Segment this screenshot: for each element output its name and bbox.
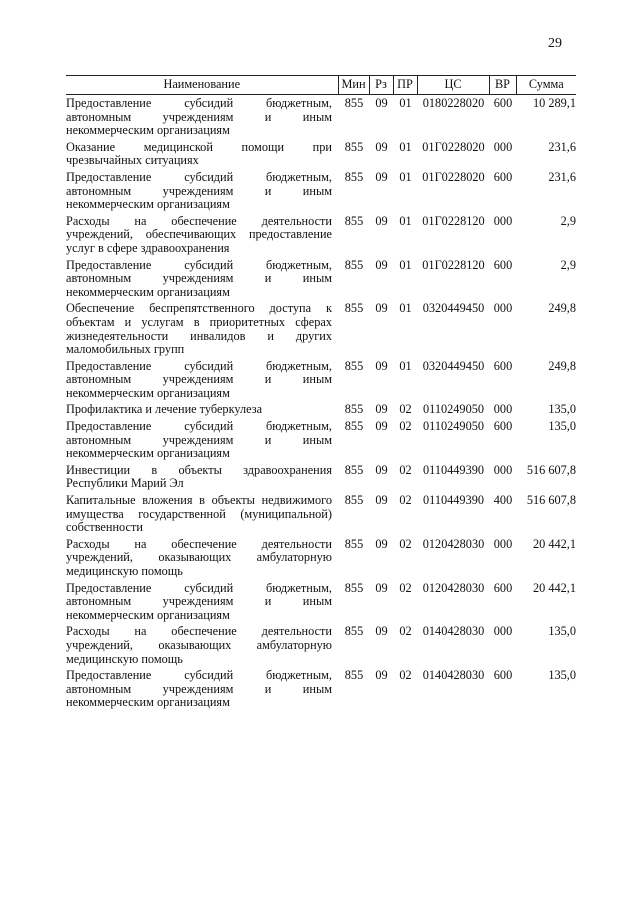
cell-vr: 600: [493, 358, 513, 373]
cell-sum: 249,8: [548, 301, 576, 316]
cell-sum: 20 442,1: [532, 536, 576, 551]
table-row: [66, 492, 576, 536]
table-row: [66, 213, 576, 257]
cell-vr: 000: [493, 402, 513, 417]
cell-vr: 600: [493, 580, 513, 595]
page-number: 29: [548, 36, 562, 51]
cell-pr: 01: [399, 96, 412, 110]
cell-min: 855: [344, 419, 364, 434]
cell-name: Предоставление субсидий бюджетным, автономным учреждениям и иным некоммерческим организациям: [66, 358, 332, 400]
header-vr: ВР: [489, 76, 516, 95]
cell-name: Предоставление субсидий бюджетным, автономным учреждениям и иным некоммерческим организациям: [66, 668, 332, 710]
cell-name: Расходы на обеспечение деятельности учреждений, оказывающих амбулаторную медицинскую помощь: [66, 624, 332, 666]
cell-name: Капитальные вложения в объекты недвижимого имущества государственной (муниципальной) собственности: [66, 493, 332, 535]
cell-rz: 09: [375, 257, 388, 272]
table-row: [66, 358, 576, 402]
header-pr: ПР: [393, 76, 417, 95]
cell-cs: 0110449390: [422, 462, 485, 477]
cell-name: Предоставление субсидий бюджетным, автономным учреждениям и иным некоммерческим организациям: [66, 257, 332, 299]
cell-pr: 02: [399, 493, 412, 508]
cell-rz: 09: [375, 402, 388, 417]
table-row: [66, 257, 576, 301]
table-row: [66, 580, 576, 624]
cell-pr: 01: [399, 257, 412, 272]
cell-name: Предоставление субсидий бюджетным, автономным учреждениям и иным некоммерческим организациям: [66, 419, 332, 461]
cell-name: Обеспечение беспрепятственного доступа к объектам и услугам в приоритетных сферах жизнедеятельности инвалидов и других маломобильных групп: [66, 301, 332, 357]
cell-rz: 09: [375, 213, 388, 228]
cell-rz: 09: [375, 169, 388, 184]
cell-cs: 0110249050: [422, 419, 485, 434]
cell-sum: 231,6: [548, 139, 576, 154]
cell-rz: 09: [375, 462, 388, 477]
table-row: [66, 536, 576, 580]
table-header-row: [66, 76, 576, 95]
cell-sum: 135,0: [548, 419, 576, 434]
cell-sum: 2,9: [560, 257, 576, 272]
cell-sum: 135,0: [548, 668, 576, 683]
cell-pr: 01: [399, 301, 412, 316]
cell-vr: 000: [493, 462, 513, 477]
cell-rz: 09: [375, 96, 388, 110]
cell-min: 855: [344, 462, 364, 477]
cell-min: 855: [344, 493, 364, 508]
cell-min: 855: [344, 96, 364, 110]
cell-sum: 135,0: [548, 624, 576, 639]
cell-sum: 135,0: [548, 402, 576, 417]
cell-vr: 600: [493, 419, 513, 434]
cell-min: 855: [344, 358, 364, 373]
cell-cs: 0180228020: [422, 96, 485, 110]
cell-rz: 09: [375, 624, 388, 639]
cell-name: Инвестиции в объекты здравоохранения Республики Марий Эл: [66, 462, 332, 491]
header-min: Мин: [338, 76, 369, 95]
table-row: [66, 667, 576, 711]
cell-pr: 01: [399, 213, 412, 228]
cell-name: Предоставление субсидий бюджетным, автономным учреждениям и иным некоммерческим организациям: [66, 96, 332, 138]
cell-sum: 231,6: [548, 169, 576, 184]
cell-cs: 01Г0228120: [422, 213, 485, 228]
table-row: [66, 300, 576, 357]
cell-vr: 600: [493, 169, 513, 184]
cell-pr: 02: [399, 462, 412, 477]
cell-name: Предоставление субсидий бюджетным, автономным учреждениям и иным некоммерческим организациям: [66, 580, 332, 622]
cell-rz: 09: [375, 493, 388, 508]
cell-rz: 09: [375, 139, 388, 154]
cell-cs: 0120428030: [422, 536, 485, 551]
cell-min: 855: [344, 213, 364, 228]
cell-pr: 01: [399, 139, 412, 154]
cell-vr: 600: [493, 668, 513, 683]
budget-table: [66, 75, 576, 711]
cell-min: 855: [344, 536, 364, 551]
cell-sum: 516 607,8: [526, 462, 576, 477]
cell-min: 855: [344, 301, 364, 316]
cell-pr: 02: [399, 536, 412, 551]
cell-pr: 02: [399, 419, 412, 434]
cell-name: Профилактика и лечение туберкулеза: [66, 402, 263, 417]
header-rz: Рз: [369, 76, 393, 95]
cell-min: 855: [344, 402, 364, 417]
table-row: [66, 95, 576, 139]
cell-pr: 01: [399, 358, 412, 373]
cell-min: 855: [344, 139, 364, 154]
cell-vr: 000: [493, 536, 513, 551]
cell-name: Предоставление субсидий бюджетным, автономным учреждениям и иным некоммерческим организациям: [66, 169, 332, 212]
cell-sum: 2,9: [560, 213, 576, 228]
cell-vr: 000: [493, 139, 513, 154]
header-cs: ЦС: [417, 76, 489, 95]
cell-name: Расходы на обеспечение деятельности учреждений, обеспечивающих предоставление услуг в сфере здравоохранения: [66, 213, 332, 255]
cell-vr: 000: [493, 301, 513, 316]
header-sum: Сумма: [516, 76, 576, 95]
cell-pr: 02: [399, 668, 412, 683]
cell-sum: 249,8: [548, 358, 576, 373]
cell-sum: 516 607,8: [526, 493, 576, 508]
cell-rz: 09: [375, 419, 388, 434]
cell-pr: 02: [399, 624, 412, 639]
cell-cs: 01Г0228120: [422, 257, 485, 272]
cell-min: 855: [344, 169, 364, 184]
cell-cs: 0140428030: [422, 624, 485, 639]
cell-vr: 000: [493, 213, 513, 228]
cell-min: 855: [344, 624, 364, 639]
cell-name: Оказание медицинской помощи при чрезвычайных ситуациях: [66, 139, 332, 168]
table-row: [66, 418, 576, 462]
cell-cs: 0140428030: [422, 668, 485, 683]
cell-rz: 09: [375, 668, 388, 683]
cell-min: 855: [344, 668, 364, 683]
header-name: Наименование: [66, 76, 338, 95]
table-row: [66, 401, 576, 418]
cell-rz: 09: [375, 536, 388, 551]
cell-vr: 600: [493, 96, 513, 110]
cell-pr: 02: [399, 580, 412, 595]
cell-cs: 0320449450: [422, 301, 485, 316]
cell-cs: 0110449390: [422, 493, 485, 508]
cell-cs: 0120428030: [422, 580, 485, 595]
cell-pr: 02: [399, 402, 412, 417]
cell-sum: 10 289,1: [532, 96, 576, 110]
cell-vr: 600: [493, 257, 513, 272]
cell-vr: 400: [493, 493, 513, 508]
cell-cs: 01Г0228020: [422, 169, 485, 184]
cell-sum: 20 442,1: [532, 580, 576, 595]
cell-cs: 0320449450: [422, 358, 485, 373]
table-row: [66, 169, 576, 213]
table-row: [66, 462, 576, 492]
cell-cs: 01Г0228020: [422, 139, 485, 154]
table-row: [66, 139, 576, 169]
cell-cs: 0110249050: [422, 402, 485, 417]
cell-rz: 09: [375, 580, 388, 595]
cell-pr: 01: [399, 169, 412, 184]
table-row: [66, 623, 576, 667]
cell-min: 855: [344, 580, 364, 595]
cell-name: Расходы на обеспечение деятельности учреждений, оказывающих амбулаторную медицинскую помощь: [66, 536, 332, 578]
cell-vr: 000: [493, 624, 513, 639]
cell-rz: 09: [375, 358, 388, 373]
cell-rz: 09: [375, 301, 388, 316]
table-body: [66, 95, 576, 711]
cell-min: 855: [344, 257, 364, 272]
